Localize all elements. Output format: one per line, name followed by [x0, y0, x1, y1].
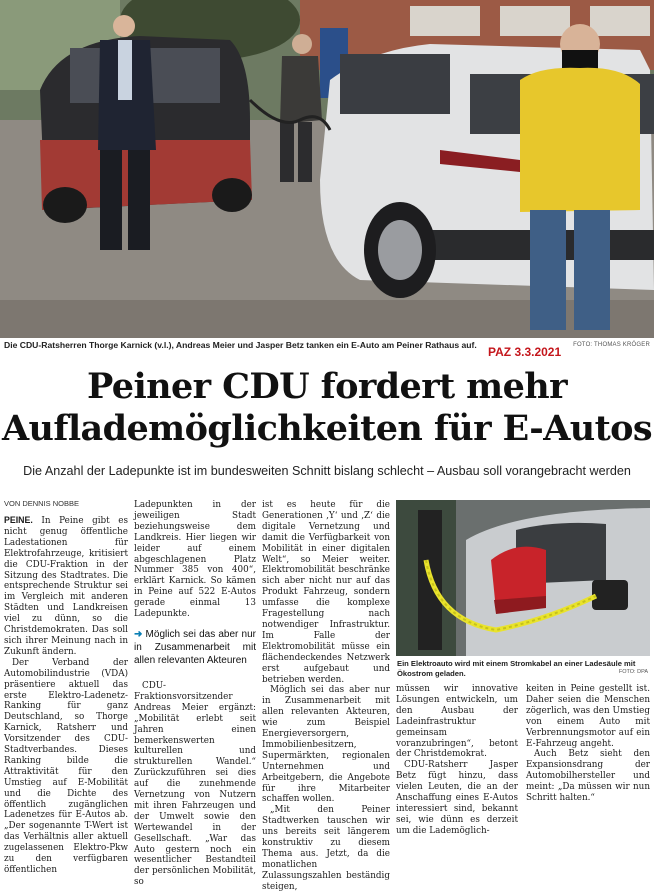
article-column-2: [134, 500, 256, 888]
dateline-place: PEINE.: [4, 515, 33, 525]
paragraph: CDU-Ratsherr Jasper Betz fügt hinzu, dass vielen Leuten, die an der Anschaffung eines E-Autos interessiert sind, bekannt sei, wie dünn es derzeit um die Lademöglich-: [396, 760, 518, 836]
headline: [0, 366, 654, 450]
paragraph: In Peine gibt es nicht genug öffentliche Ladestationen für Elektrofahrzeuge, kritisiert die CDU-Fraktion in der Sitzung des Stadtrates. Die entsprechende Struktur sei im Vergleich mit anderen Städten und Landkreisen viel zu dünn, so die Christdemokraten. Das soll sich ihrer Meinung nach in Zukunft ändern.: [4, 516, 129, 657]
date-tag: PAZ 3.3.2021: [488, 345, 562, 359]
paragraph: CDU-Fraktionsvorsitzender Andreas Meier ergänzt: „Mobilität erlebt seit Jahren einen bemerkenswerten kulturellen und strukturellen Wandel.“ Zurückzuführen sei dies auf die zunehmende Vernetzung von Nutzern mit ihren Fahrzeugen und der Umwelt sowie den Wertewandel in der Gesellschaft. „War das Auto gestern noch ein wesentlicher Bestandteil der persönlichen Mobilität, so: [134, 680, 256, 888]
byline: VON DENNIS NOBBE: [4, 499, 80, 508]
top-photo-caption: Die CDU-Ratsherren Thorge Karnick (v.l.), Andreas Meier und Jasper Betz tanken ein E-Auto am Peiner Rathaus auf.: [4, 340, 477, 350]
paragraph: keiten in Peine gestellt ist. Daher seien die Menschen zögerlich, was den Umstieg von einem Auto mit Verbrennungsmotor auf ein E-Fahrzeug angeht.: [526, 684, 650, 749]
subheadline: Die Anzahl der Ladepunkte ist im bundesweiten Schnitt bislang schlecht – Ausbau soll vorangebracht werden: [23, 464, 631, 478]
inset-photo: [396, 500, 650, 656]
headline-line-1: Peiner CDU fordert mehr: [87, 366, 567, 407]
paragraph: Möglich sei das aber nur in Zusammenarbeit mit allen relevanten Akteuren, wie zum Beispiel Energieversorgern, Immobilienbesitzern, Supermärkten, regionalen Unternehmen und Arbeitgebern, die Angebote für ihre Mitarbeiter schaffen wollen.: [262, 685, 390, 805]
arrow-right-icon: ➜: [134, 628, 143, 640]
top-photo-credit: FOTO: THOMAS KRÖGER: [573, 342, 650, 348]
paragraph: Ladepunkten in der jeweiligen Stadt beziehungsweise dem Landkreis. Hier liegen wir leider auf einem abgeschlagenen Platz Nummer 385 von 400“, erklärt Karnick. So kämen in Peine auf 522 E-Autos gerade einmal 13 Ladepunkte.: [134, 500, 256, 620]
pull-quote-text: Möglich sei das aber nur in Zusammenarbeit mit allen relevanten Akteuren: [134, 628, 256, 666]
top-photo: [0, 0, 654, 338]
paragraph: „Mit den Peiner Stadtwerken tauschen wir uns bereits seit längerem konstruktiv zu diesem Thema aus. Jetzt, da die monatlichen Zulassungszahlen beständig steigen,: [262, 805, 390, 892]
article-column-5: [526, 684, 650, 804]
headline-line-2: Auflademöglichkeiten für E-Autos: [1, 408, 653, 449]
pull-quote: [134, 628, 256, 667]
article-column-4: [396, 684, 518, 836]
article-column-3: [262, 500, 390, 892]
article-column-1: [4, 515, 129, 875]
inset-photo-caption: Ein Elektroauto wird mit einem Stromkabel an einer Ladesäule mit Ökostrom geladen.: [397, 659, 636, 678]
paragraph: Der Verband der Automobilindustrie (VDA) präsentiere aktuell das erste Elektro-Ladenetz-Ranking für ganz Deutschland, so Thorge Karnick, Ratsherr und Vorsitzender des CDU-Stadtverbandes. Dieses Ranking bilde die Attraktivität für den Umstieg auf E-Mobilität und die Dichte des öffentlich zugänglichen Ladenetzes für E-Autos ab. „Der sogenannte T-Wert ist das Verhältnis aller aktuell zugelassenen Elektro-Pkw zu den verfügbaren öffentlichen: [4, 657, 128, 875]
paragraph: Auch Betz sieht den Expansionsdrang der Automobilhersteller und meint: „Da müssen wir nun Schritt halten.“: [526, 749, 650, 804]
paragraph: müssen wir innovative Lösungen entwickeln, um den Ausbau der Ladeinfrastruktur gemeinsam voranzubringen“, betont der Christdemokrat.: [396, 684, 518, 760]
paragraph: ist es heute für die Generationen ‚Y‘ und ‚Z‘ die digitale Vernetzung und damit die Verfügbarkeit von Mobilität in einer digitalen Welt“, so Meier weiter. Elektromobilität beschränke sich aber nicht nur auf das Produkt Fahrzeug, sondern umfasse die komplexe Fragestellung nach notwendiger Infrastruktur. Im Falle der Elektromobilität müsse ein flächendeckendes Netzwerk erst aufgebaut und betrieben werden.: [262, 500, 390, 685]
inset-photo-credit: FOTO: DPA: [618, 669, 648, 675]
